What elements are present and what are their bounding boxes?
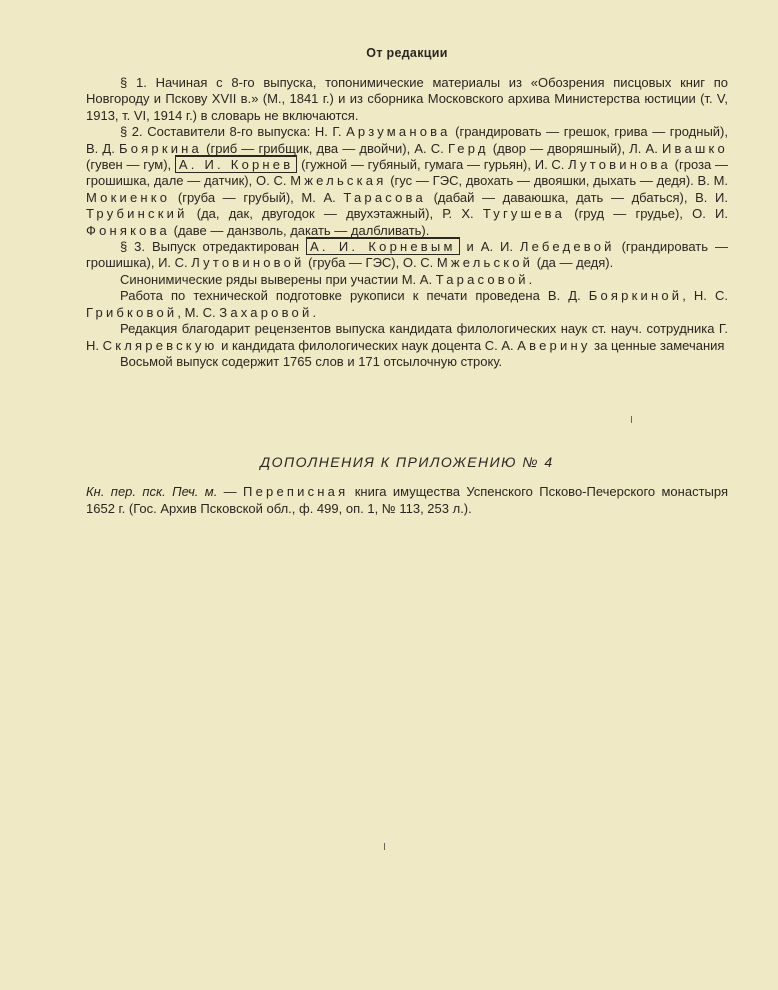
text: . — [528, 271, 533, 287]
text: (гужной — губяный, гумага — гурьян), И. С. — [297, 157, 569, 173]
text: Синонимические ряды выверены при участии М. А. — [120, 271, 436, 287]
text: (гриб — грибщик, два — двойчи), А. С. — [202, 140, 448, 156]
text: (гроза — грошишка, дале — датчик), О. С. — [86, 157, 728, 189]
text: (грандировать — грошишка), И. С. — [86, 239, 728, 271]
text: . — [312, 304, 317, 320]
author-name: Мжельская — [290, 173, 387, 189]
text: (да — дедя). — [533, 255, 614, 271]
text: и А. И. — [459, 239, 520, 255]
author-name: Ивашко — [661, 140, 728, 156]
text: (груд — грудье), О. И. — [565, 206, 728, 222]
author-name: Бояркина — [119, 140, 202, 156]
supplement-body — [86, 484, 728, 517]
person-name: Грибковой — [86, 304, 178, 320]
text: Работа по технической подготовке рукописи к печати проведена В. Д. — [120, 288, 589, 304]
reviewer-name: Скляревскую — [102, 337, 218, 353]
stray-mark — [384, 843, 385, 850]
paragraph-5 — [86, 288, 728, 321]
author-name: Тарасова — [343, 189, 426, 205]
editorial-body — [86, 75, 728, 370]
text: книга имущества Успенского Псково-Печерского монастыря 1652 г. (Гос. Архив Псковской обл., ф. 499, оп. 1, № 113, 253 л.). — [86, 484, 728, 516]
text: , Н. С. — [682, 288, 728, 304]
text: (даве — данзволь, дакать — далбливать). — [170, 222, 430, 238]
editor-name: Лутовиновой — [191, 255, 305, 271]
author-name: Трубинский — [86, 206, 188, 222]
source-title-spaced: Переписная — [243, 484, 349, 499]
text: § 2. Составители 8-го выпуска: Н. Г. — [120, 124, 347, 140]
person-name: Бояркиной — [588, 288, 683, 304]
page-title: От редакции — [366, 46, 448, 60]
author-name: Герд — [447, 140, 489, 156]
author-name: Арзуманова — [346, 124, 451, 140]
supplement-heading: ДОПОЛНЕНИЯ К ПРИЛОЖЕНИЮ № 4 — [260, 454, 554, 470]
boxed-author-name: А. И. Корнев — [175, 155, 297, 173]
stray-mark — [631, 416, 632, 423]
text: (груба — ГЭС), О. С. — [304, 255, 437, 271]
supplement-entry — [86, 484, 728, 517]
text: (груба — грубый), М. А. — [170, 189, 344, 205]
text: за ценные замечания — [590, 337, 725, 353]
paragraph-3 — [86, 239, 728, 272]
text: — — [217, 484, 244, 499]
editor-name: Лебедевой — [519, 239, 615, 255]
editor-name: Мжельской — [436, 255, 534, 271]
paragraph-6 — [86, 321, 728, 354]
paragraph-2 — [86, 124, 728, 239]
author-name: Фонякова — [86, 222, 170, 238]
text: Редакция благодарит рецензентов выпуска кандидата филологических наук ст. науч. сотрудника Г. Н. — [86, 321, 728, 353]
text: и кандидата филологических наук доцента С. А. — [217, 337, 518, 353]
text: (грандировать — грешок, грива — гродный), В. Д. — [86, 124, 728, 156]
text: (да, дак, двугодок — двухэтажный), Р. Х. — [187, 206, 483, 222]
boxed-editor-name: А. И. Корневым — [306, 237, 460, 255]
author-name: Мокиенко — [86, 189, 171, 205]
text: (гувен — гум), — [86, 157, 175, 173]
text: (двор — дворяшный), Л. А. — [488, 140, 662, 156]
text: (гус — ГЭС, двохать — двояшки, дыхать — дедя). В. М. — [386, 173, 729, 189]
author-name: Тугушева — [482, 206, 566, 222]
text: (дабай — даваюшка, дать — дбаться), В. И. — [425, 189, 728, 205]
source-abbreviation: Кн. пер. пск. Печ. м. — [86, 484, 218, 499]
paragraph-7: Восьмой выпуск содержит 1765 слов и 171 отсылочную строку. — [120, 353, 503, 369]
person-name: Тарасовой — [435, 271, 529, 287]
author-name: Лутовинова — [568, 157, 671, 173]
reviewer-name: Аверину — [517, 337, 591, 353]
paragraph-1: § 1. Начиная с 8-го выпуска, топонимические материалы из «Обозрения писцовых книг по Новгороду и Пскову XVII в.» (М., 1841 г.) и из сборника Московского архива Министерства юстиции (т. V, 1913, т. VI, 1914 г.) в словарь не включаются. — [86, 75, 728, 123]
person-name: Захаровой — [219, 304, 313, 320]
paragraph-4 — [86, 272, 728, 288]
text: § 3. Выпуск отредактирован — [120, 239, 307, 255]
text: , М. С. — [177, 304, 220, 320]
